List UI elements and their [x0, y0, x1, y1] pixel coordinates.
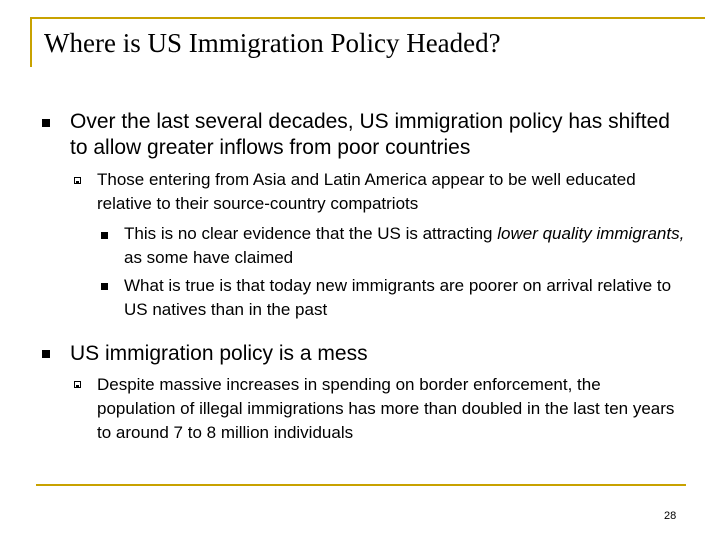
bullet-1-1-1-part1: This is no clear evidence that the US is attracting	[124, 224, 498, 243]
bullet-1-1-2-text: What is true is that today new immigrants are poorer on arrival relative to US natives than in the past	[124, 276, 672, 319]
bullet-2-text: US immigration policy is a mess	[70, 342, 368, 365]
bullet-1-1-1-text	[124, 222, 689, 270]
bullet-marker-hollow	[74, 177, 81, 184]
bullet-marker-square	[42, 119, 50, 127]
bullet-2-1-text: Despite massive increases in spending on border enforcement, the population of illegal immigrations has more than doubled in the last ten years to around 7 to 8 million individuals	[97, 375, 675, 442]
slide-title: Where is US Immigration Policy Headed?	[44, 28, 501, 58]
bullet-1-text: Over the last several decades, US immigration policy has shifted to allow greater inflows from poor countries	[70, 110, 670, 159]
bullet-1-1-1-part2: as some have claimed	[124, 248, 294, 267]
page-number: 28	[664, 510, 677, 522]
bullet-marker-square	[101, 232, 108, 239]
bullet-marker-square	[101, 283, 108, 290]
bullet-1-1-1-italic: lower quality immigrants,	[497, 224, 685, 243]
footer-divider	[36, 484, 686, 486]
bullet-1-1-text: Those entering from Asia and Latin America appear to be well educated relative to their source-country compatriots	[97, 170, 636, 213]
bullet-marker-square	[42, 350, 50, 358]
bullet-marker-hollow	[74, 381, 81, 388]
